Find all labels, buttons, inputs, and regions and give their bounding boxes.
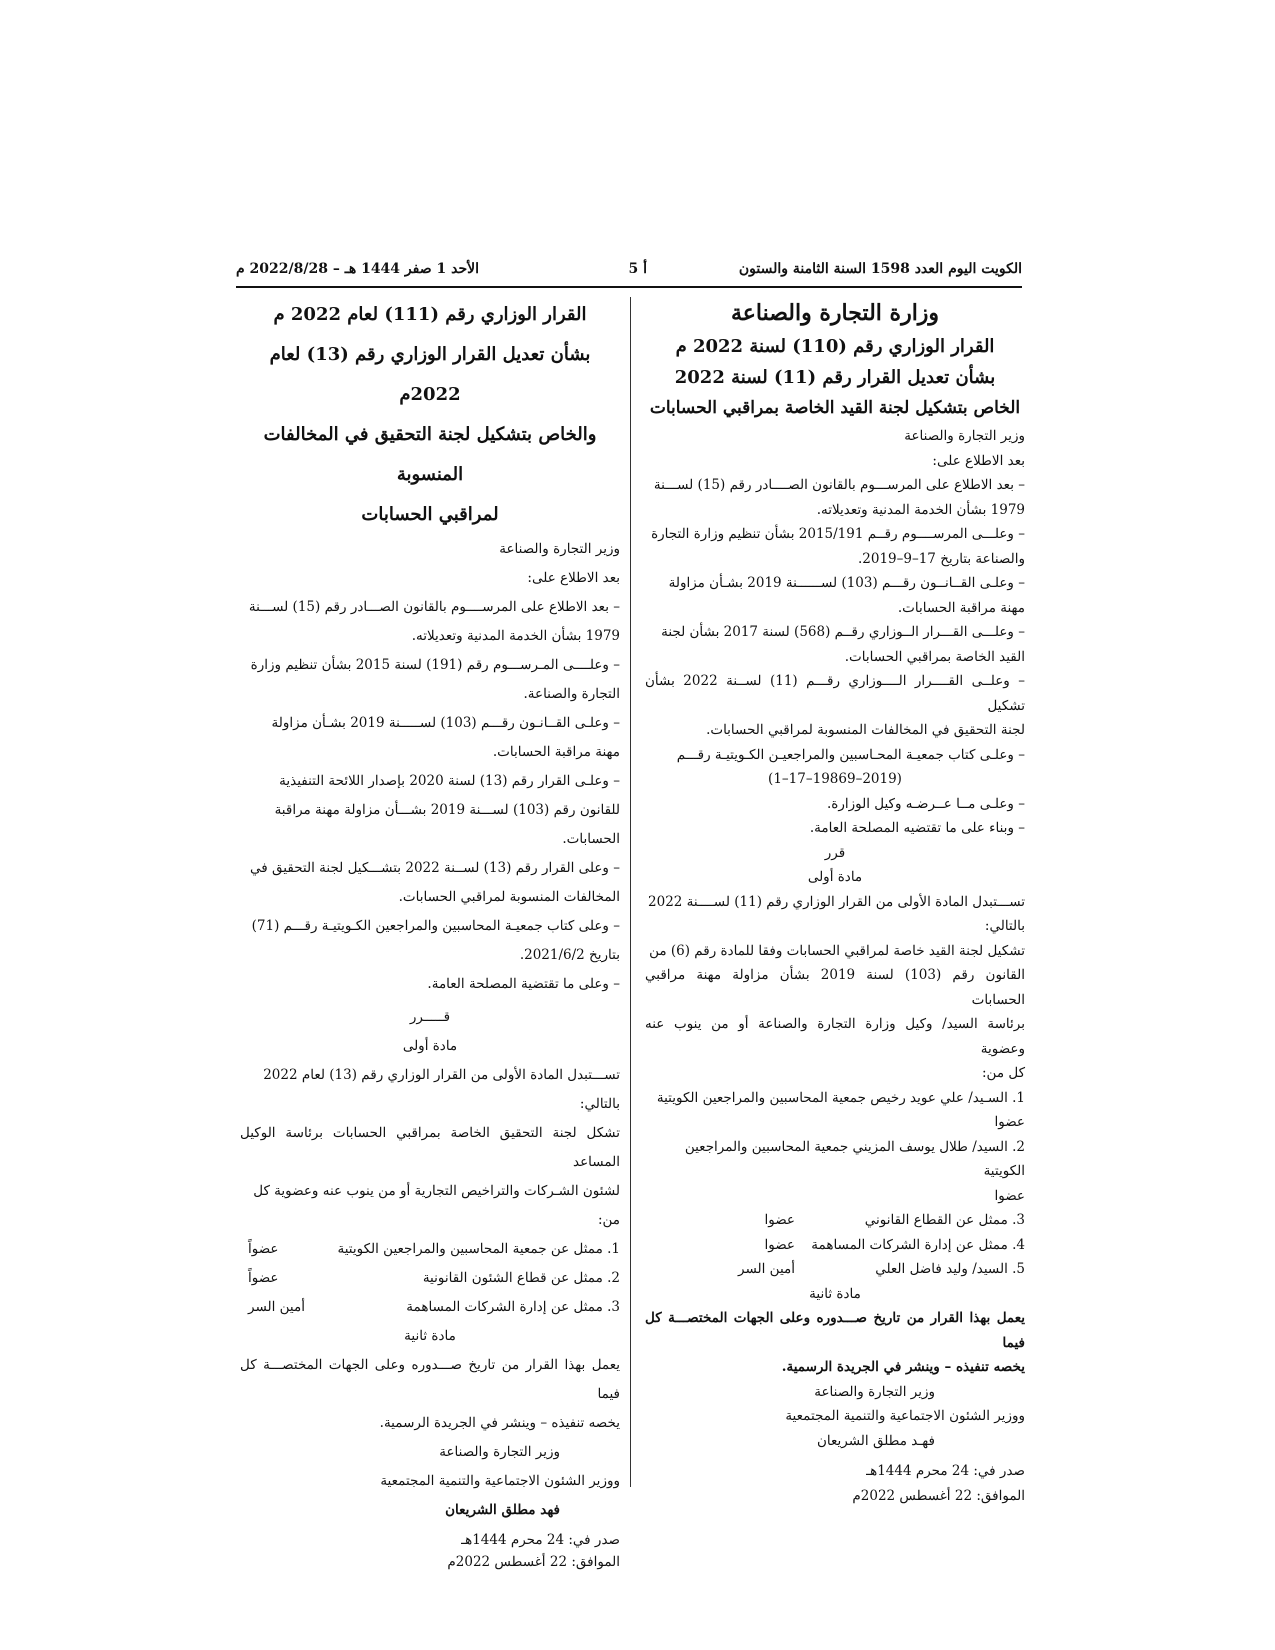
decision-subtitle: لمراقبي الحسابات [361, 504, 499, 525]
issue-date: صدر في: 24 محرم 1444هـ [461, 1532, 620, 1548]
member-role: عضوا [994, 1187, 1025, 1204]
signatory-name: فهـد مطلق الشريعان [817, 1432, 935, 1449]
minister-line: وزير التجارة والصناعة [499, 541, 620, 557]
column-divider [630, 297, 631, 1487]
corresponding-date: الموافق: 22 أغسطس 2022م [447, 1554, 620, 1570]
minister-line: وزير التجارة والصناعة [904, 428, 1025, 444]
recital: والصناعة بتاريخ 17–9–2019. [857, 550, 1025, 567]
member-row [240, 1264, 620, 1293]
recital: – بعد الاطلاع على المرســــوم بالقانون الصـــادر رقم (15) لســـنة [248, 599, 620, 615]
member-role: أمين السر [738, 1261, 795, 1277]
member-role: عضواً [248, 1270, 279, 1286]
recital: التجارة والصناعة. [523, 686, 620, 702]
recital: – وعلـى القــانــون رقـــم (103) لســــــنة 2019 بشـأن مزاولة [668, 575, 1025, 591]
recital: لجنة التحقيق في المخالفات المنسوبة لمراقبي الحسابات. [706, 722, 1025, 738]
member-name: 3. ممثل عن القطاع القانوني [864, 1212, 1025, 1228]
recital: – وعلـى القــانـون رقـــم (103) لســـــنة 2019 بشـأن مزاولة [271, 715, 620, 731]
recital: – وعلـى مــا عــرضـه وكيل الوزارة. [826, 795, 1025, 812]
member-line: 2. السيد/ طلال يوسف المزيني جمعية المحاسبين والمراجعين الكويتية [684, 1138, 1025, 1179]
member-role: عضوا [994, 1114, 1025, 1130]
recital: (2019–19869–17–1) [768, 771, 902, 787]
signatory-title: وزير التجارة والصناعة [439, 1444, 560, 1460]
article-text: كل من: [982, 1065, 1025, 1081]
article-text: تشكيل لجنة القيد خاصة لمراقبي الحسابات وفقا للمادة رقم (6) من [649, 942, 1025, 959]
recital: مهنة مراقبة الحسابات. [492, 744, 620, 760]
recital: – وعلـى القرار رقم (13) لسنة 2020 بإصدار اللائحة التنفيذية [279, 773, 620, 789]
issue-date: صدر في: 24 محرم 1444هـ [866, 1463, 1025, 1479]
decision-subtitle: بشأن تعديل القرار رقم (11) لسنة 2022 [674, 367, 996, 388]
decision-110-column [645, 295, 1025, 1508]
recital: بتاريخ 2021/6/2. [519, 947, 620, 963]
article-text: يخصه تنفيذه – وينشر في الجريدة الرسمية. [379, 1415, 620, 1431]
header-date: الأحد 1 صفر 1444 هـ – 2022/8/28 م [236, 261, 480, 277]
article-heading: مادة أولى [807, 869, 863, 885]
member-role: أمين السر [248, 1299, 305, 1315]
recital: للقانون رقم (103) لســـنة 2019 بشـــأن مزاولة مهنة مراقبة [274, 802, 620, 818]
member-row [240, 1235, 620, 1264]
signatory-title: وزير التجارة والصناعة [814, 1383, 935, 1400]
article-text: تســـتبدل المادة الأولى من القرار الوزاري رقم (13) لعام 2022 [263, 1067, 620, 1083]
member-name: 2. ممثل عن قطاع الشئون القانونية [422, 1270, 620, 1286]
signatory-title: ووزير الشئون الاجتماعية والتنمية المجتمعية [380, 1473, 620, 1489]
recital: – وعلــى القــــرار الــــوزاري رقـــم (11) لســنة 2022 بشأن تشكيل [645, 673, 1026, 714]
signatory-title: ووزير الشئون الاجتماعية والتنمية المجتمعية [785, 1408, 1025, 1424]
member-name: 1. ممثل عن جمعية المحاسبين والمراجعين الكويتية [337, 1241, 620, 1257]
article-text: بالتالي: [984, 918, 1025, 934]
recital: – وعلـــى المرســــوم رقــم 2015/191 بشأن تنظيم وزارة التجارة [651, 526, 1025, 542]
decided-heading: قـــــرر [409, 1009, 451, 1025]
article-text: يخصه تنفيذه – وينشر في الجريدة الرسمية. [781, 1359, 1025, 1375]
recital: – وعلى القرار رقم (13) لســنة 2022 بتشـــكيل لجنة التحقيق في [250, 860, 620, 876]
article-text: يعمل بهذا القرار من تاريخ صـــدوره وعلى الجهات المختصـــة كل فيما [645, 1310, 1025, 1351]
article-text: القانون رقم (103) لسنة 2019 بشأن مزاولة مهنة مراقبي الحسابات [645, 967, 1025, 1008]
review-line: بعد الاطلاع على: [932, 452, 1025, 469]
decided-heading: قرر [824, 844, 846, 861]
member-line: 1. السـيد/ علي عويد رخيص جمعية المحاسبين والمراجعين الكويتية [656, 1089, 1025, 1106]
recital: – وعلى كتاب جمعيـة المحاسبين والمراجعين الكـويتيـة رقـــم (71) [251, 918, 620, 934]
article-text: يعمل بهذا القرار من تاريخ صـــدوره وعلى الجهات المختصـــة كل فيما [240, 1357, 620, 1402]
recital: – وعلـى كتاب جمعيـة المحـاسبين والمراجعيـن الكـويتيـة رقـــم [676, 746, 1025, 763]
recital: مهنة مراقبة الحسابات. [897, 599, 1025, 616]
recital: 1979 بشأن الخدمة المدنية وتعديلاته. [411, 628, 620, 644]
article-heading: مادة أولى [402, 1038, 458, 1054]
article-text: برئاسة السيد/ وكيل وزارة التجارة والصناعة أو من ينوب عنه وعضوية [645, 1016, 1025, 1057]
recital: – وعلــــى المـرســـوم رقم (191) لسنة 2015 بشأن تنظيم وزارة [250, 657, 620, 673]
signatory-name: فهد مطلق الشريعان [445, 1502, 560, 1518]
recital: – وعلـــى القـــرار الــوزاري رقــم (568) لسنة 2017 بشأن لجنة [661, 624, 1025, 640]
member-row [645, 1257, 1025, 1282]
decision-subtitle: الخاص بتشكيل لجنة القيد الخاصة بمراقبي الحسابات [649, 398, 1021, 418]
recital: – بعد الاطلاع على المرســـوم بالقانون الصــــادر رقم (15) لســـنة [653, 477, 1025, 493]
decision-title: القرار الوزاري رقم (111) لعام 2022 م [273, 304, 587, 325]
article-text: من: [597, 1212, 620, 1228]
recital: – وبناء على ما تقتضيه المصلحة العامة. [809, 820, 1025, 836]
header-divider [236, 286, 1022, 288]
member-name: 5. السيد/ وليد فاضل العلي [875, 1261, 1025, 1277]
article-heading: مادة ثانية [809, 1285, 861, 1302]
header-page-number: أ 5 [628, 261, 647, 277]
member-name: 3. ممثل عن إدارة الشركات المساهمة [406, 1299, 620, 1315]
recital: الحسابات. [562, 831, 620, 847]
article-text: تســـتبدل المادة الأولى من القرار الوزاري رقم (11) لســــنة 2022 [648, 893, 1025, 910]
page-header [236, 261, 1022, 285]
article-text: بالتالي: [579, 1096, 620, 1112]
member-role: عضوا [764, 1236, 795, 1253]
member-name: 4. ممثل عن إدارة الشركات المساهمة [811, 1236, 1025, 1253]
article-text: تشكل لجنة التحقيق الخاصة بمراقبي الحسابات برئاسة الوكيل المساعد [240, 1125, 620, 1170]
member-row [645, 1208, 1025, 1233]
member-row [645, 1233, 1025, 1258]
corresponding-date: الموافق: 22 أغسطس 2022م [852, 1487, 1025, 1504]
decision-111-column [240, 295, 620, 1573]
review-line: بعد الاطلاع على: [527, 570, 620, 586]
recital: – وعلى ما تقتضية المصلحة العامة. [427, 976, 620, 992]
decision-subtitle: والخاص بتشكيل لجنة التحقيق في المخالفات المنسوبة [263, 424, 597, 485]
recital: القيد الخاصة بمراقبي الحسابات. [844, 648, 1025, 665]
member-role: عضوا [764, 1212, 795, 1228]
decision-subtitle: بشأن تعديل القرار الوزاري رقم (13) لعام 2022م [269, 344, 591, 405]
recital: المخالفات المنسوبة لمراقبي الحسابات. [398, 889, 620, 905]
member-row [240, 1293, 620, 1322]
ministry-title: وزارة التجارة والصناعة [730, 300, 940, 326]
recital: 1979 بشأن الخدمة المدنية وتعديلاته. [816, 501, 1025, 518]
member-role: عضواً [248, 1241, 279, 1257]
article-text: لشئون الشـركات والتراخيص التجارية أو من ينوب عنه وعضوية كل [253, 1183, 620, 1199]
header-issue: الكويت اليوم العدد 1598 السنة الثامنة والستون [738, 261, 1022, 277]
decision-title: القرار الوزاري رقم (110) لسنة 2022 م [675, 336, 995, 357]
article-heading: مادة ثانية [404, 1328, 456, 1344]
